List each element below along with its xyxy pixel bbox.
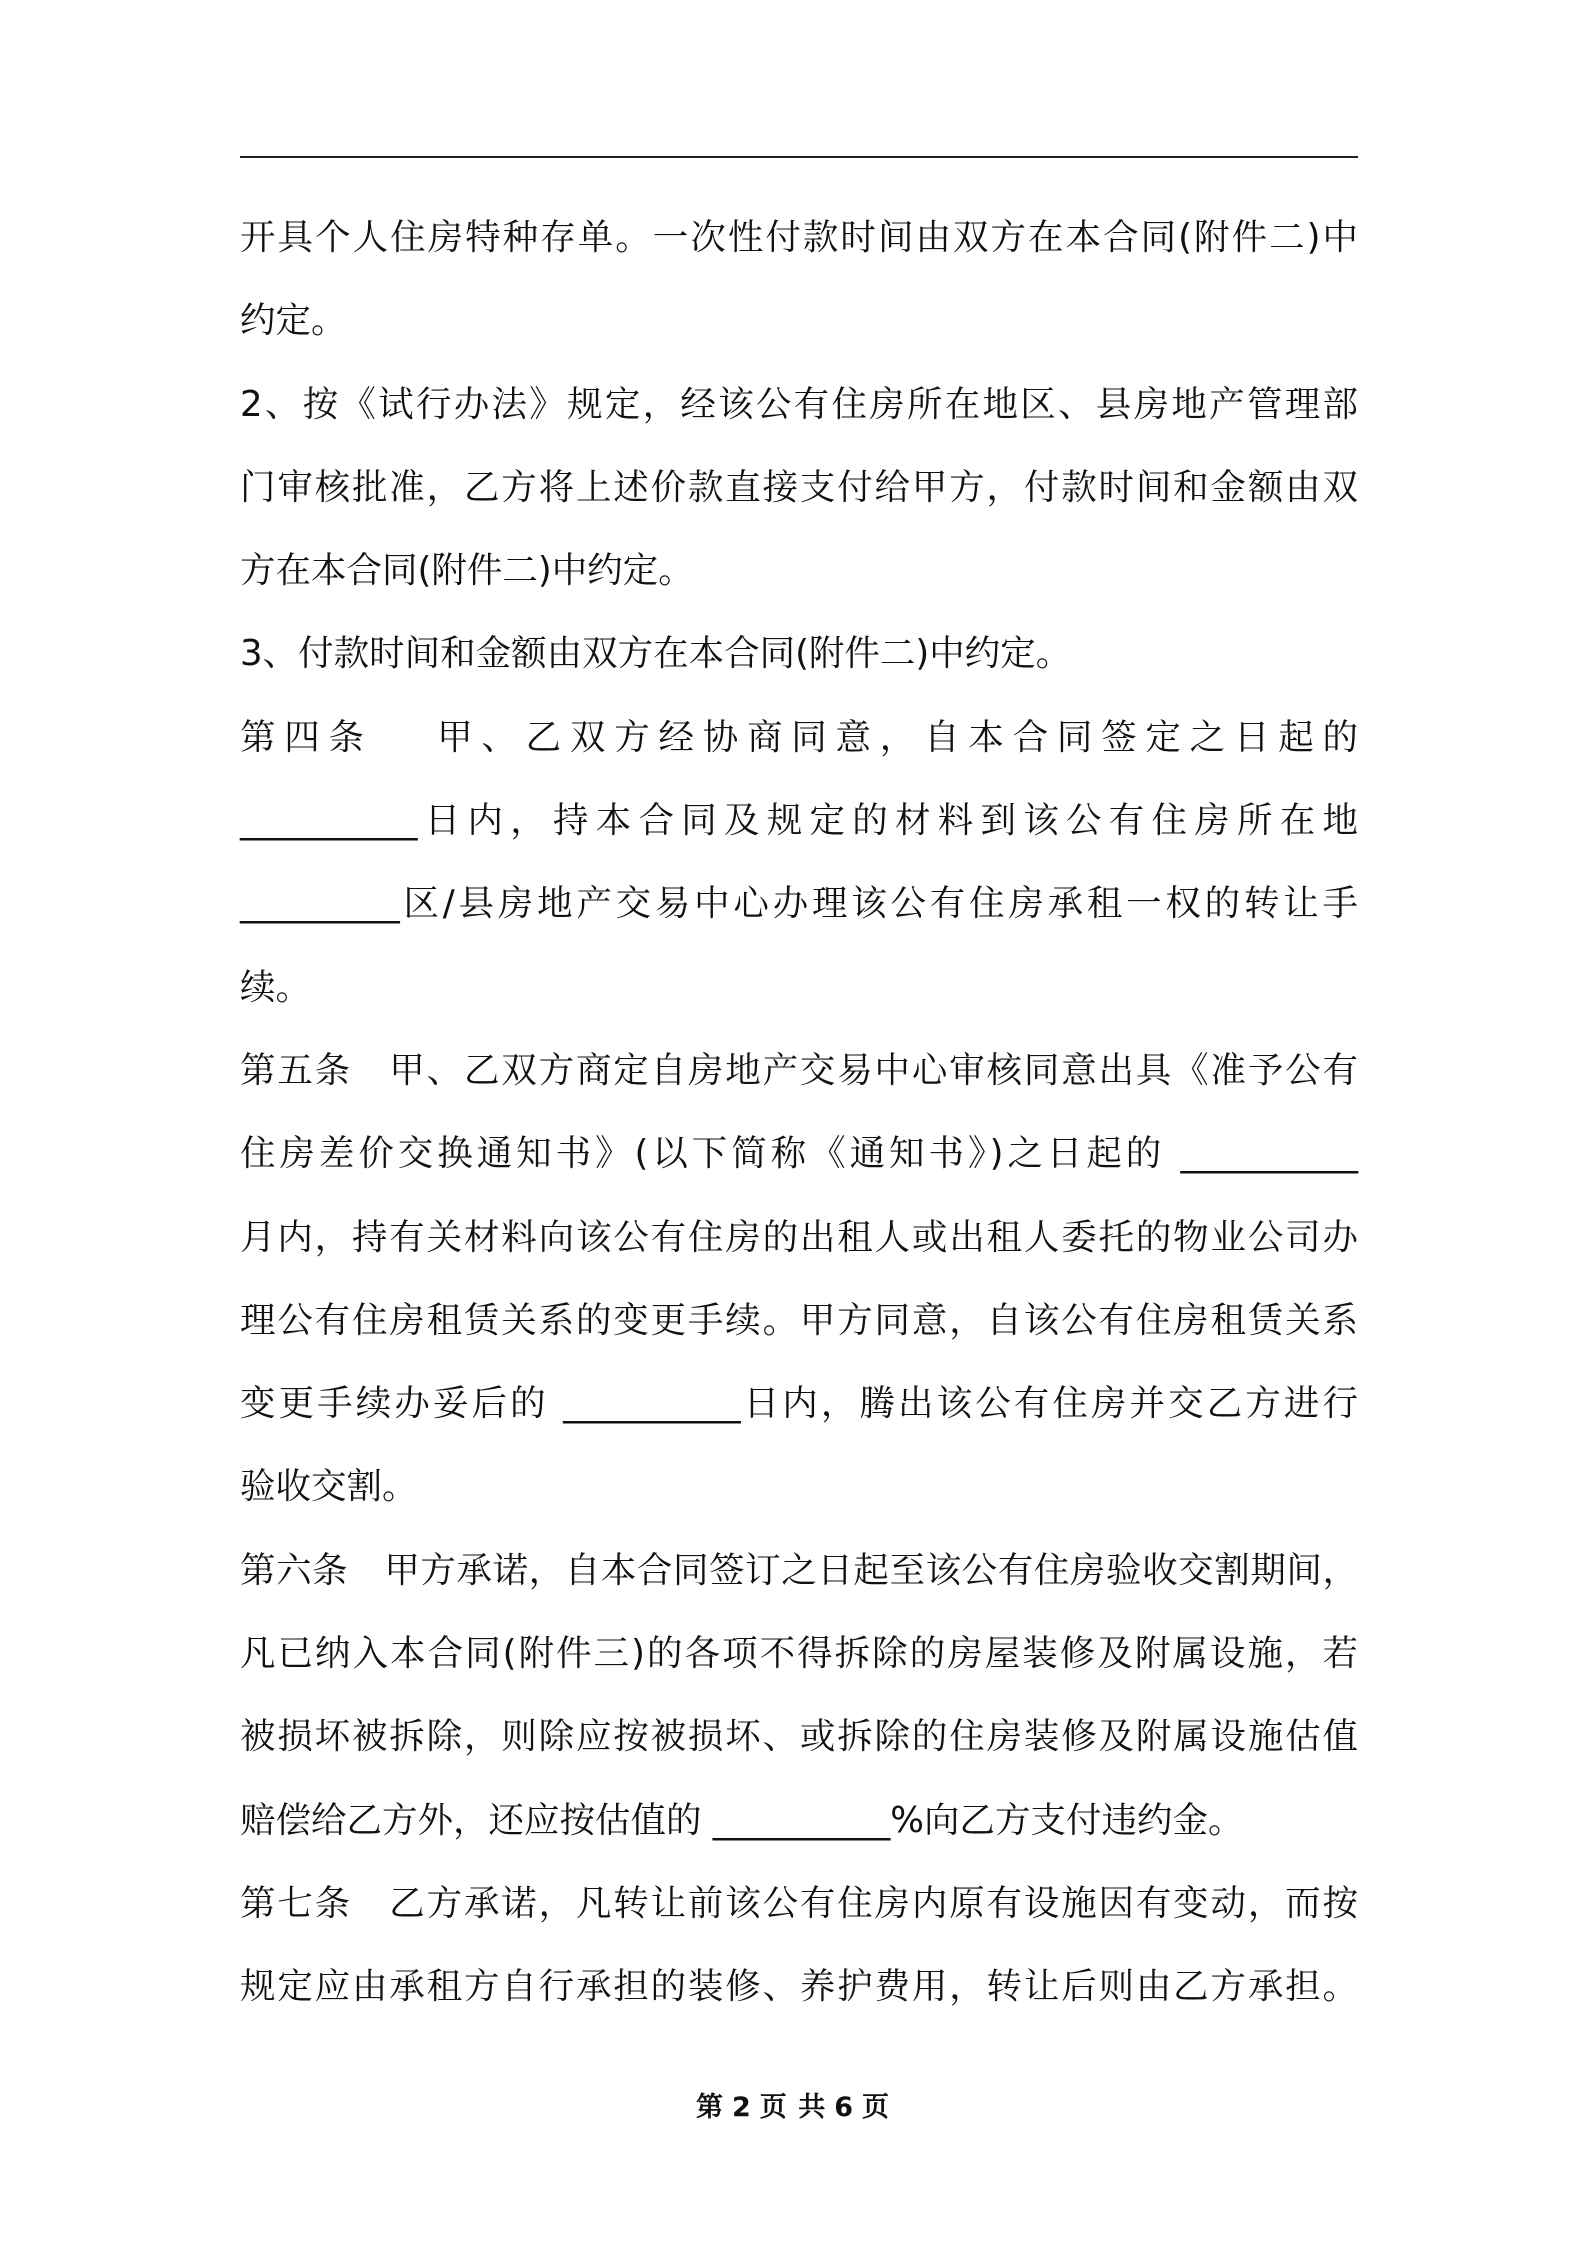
header-rule: [240, 156, 1358, 158]
text-line: 第五条 甲、乙双方商定自房地产交易中心审核同意出具《准予公有: [240, 1049, 1358, 1091]
page-label: 第: [696, 2092, 724, 2123]
text-line: 住房差价交换通知书》(以下简称《通知书》)之日起的 __________: [240, 1133, 1358, 1175]
text-line: 被损坏被拆除，则除应按被损坏、或拆除的住房装修及附属设施估值: [240, 1716, 1358, 1758]
text-line: 月内，持有关材料向该公有住房的出租人或出租人委托的物业公司办: [240, 1216, 1358, 1258]
text-line: 赔偿给乙方外，还应按估值的 __________%向乙方支付违约金。: [240, 1799, 1244, 1841]
text-line: 凡已纳入本合同(附件三)的各项不得拆除的房屋装修及附属设施，若: [240, 1633, 1358, 1675]
text-line: 理公有住房租赁关系的变更手续。甲方同意，自该公有住房租赁关系: [240, 1299, 1358, 1341]
text-line: 开具个人住房特种存单。一次性付款时间由双方在本合同(附件二)中: [240, 217, 1358, 258]
text-line: 约定。: [240, 300, 347, 342]
text-line: __________日内，持本合同及规定的材料到该公有住房所在地: [240, 800, 1358, 842]
text-line: 变更手续办妥后的 __________日内，腾出该公有住房并交乙方进行: [240, 1383, 1358, 1425]
text-line: 第六条 甲方承诺，自本合同签订之日起至该公有住房验收交割期间，: [240, 1549, 1358, 1591]
document-body: [240, 196, 1358, 2029]
text-line: 续。: [240, 966, 312, 1008]
text-line: 门审核批准，乙方将上述价款直接支付给甲方，付款时间和金额由双: [240, 466, 1358, 508]
page-of-label: 页 共: [759, 2092, 827, 2123]
text-line: 第七条 乙方承诺，凡转让前该公有住房内原有设施因有变动，而按: [240, 1882, 1358, 1924]
text-line: 2、按《试行办法》规定，经该公有住房所在地区、县房地产管理部: [240, 383, 1358, 425]
total-pages: 6: [834, 2092, 854, 2123]
text-line: 验收交割。: [240, 1466, 418, 1508]
text-line: 3、付款时间和金额由双方在本合同(附件二)中约定。: [240, 633, 1072, 675]
page-footer: [0, 2085, 1586, 2124]
page-number: 2: [732, 2092, 752, 2123]
text-line: 规定应由承租方自行承担的装修、养护费用，转让后则由乙方承担。: [240, 1966, 1358, 2008]
text-line: _________区/县房地产交易中心办理该公有住房承租一权的转让手: [240, 883, 1358, 925]
pages-label: 页: [862, 2092, 890, 2123]
text-line: 方在本合同(附件二)中约定。: [240, 550, 694, 592]
text-line: 第四条 甲、乙双方经协商同意，自本合同签定之日起的: [240, 716, 1358, 758]
